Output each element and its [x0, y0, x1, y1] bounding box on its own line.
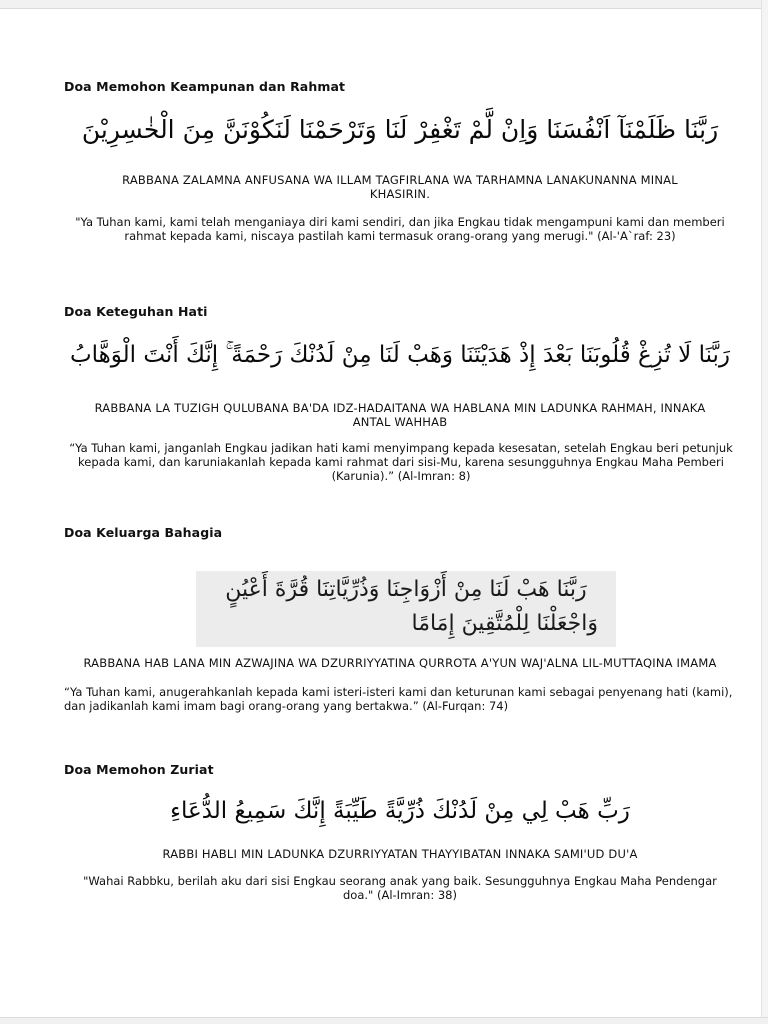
translation-text: “Ya Tuhan kami, anugerahkanlah kepada kami isteri-isteri kami dan keturunan kami sebagai penyenang hati (kami), dan jadikanlah kami imam bagi orang-orang yang bertakwa.” (Al-Furqan: 74)	[64, 685, 733, 713]
latin-transliteration: RABBANA ZALAMNA ANFUSANA WA ILLAM TAGFIRLANA WA TARHAMNA LANAKUNANNA MINAL KHASIRIN.	[122, 172, 678, 201]
arabic-verse-line: رَبَّنَا هَبْ لَنَا مِنْ أَزْوَاجِنَا وَذُرِّيَّاتِنَا قُرَّةَ أَعْيُنٍ	[225, 577, 587, 602]
section-heading: Doa Keteguhan Hati	[64, 304, 208, 319]
arabic-verse-image	[196, 571, 616, 647]
top-border	[0, 0, 768, 9]
arabic-verse: رَبَّنَا لَا تُزِغْ قُلُوبَنَا بَعْدَ إِذْ هَدَيْتَنَا وَهَبْ لَنَا مِنْ لَدُنْكَ رَحْمَةً ۚ إِنَّكَ أَنْتَ الْوَهَّابُ	[69, 342, 731, 368]
arabic-verse: رَبَّنَا ظَلَمْنَآ اَنْفُسَنَا وَاِنْ لَّمْ تَغْفِرْ لَنَا وَتَرْحَمْنَا لَنَكُوْنَنَّ مِنَ الْخٰسِرِيْنَ	[81, 115, 719, 144]
arabic-verse: رَبِّ هَبْ لِي مِنْ لَدُنْكَ ذُرِّيَّةً طَيِّبَةً إِنَّكَ سَمِيعُ الدُّعَاءِ	[170, 798, 630, 824]
latin-transliteration: RABBANA LA TUZIGH QULUBANA BA'DA IDZ-HADAITANA WA HABLANA MIN LADUNKA RAHMAH, INNAKA ANTAL WAHHAB	[94, 400, 706, 429]
section-doa-keluarga-bahagia	[64, 525, 736, 540]
section-heading: Doa Keluarga Bahagia	[64, 525, 223, 540]
section-doa-keampunan	[64, 79, 736, 243]
latin-transliteration: RABBI HABLI MIN LADUNKA DZURRIYYATAN THAYYIBATAN INNAKA SAMI'UD DU'A	[162, 846, 638, 861]
section-doa-keteguhan-hati	[64, 304, 736, 483]
translation-text: "Wahai Rabbku, berilah aku dari sisi Engkau seorang anak yang baik. Sesungguhnya Engkau Maha Pendengar doa." (Al-Imran: 38)	[83, 873, 717, 902]
translation-text: "Ya Tuhan kami, kami telah menganiaya diri kami sendiri, dan jika Engkau tidak mengampuni kami dan memberi rahmat kepada kami, niscaya pastilah kami termasuk orang-orang yang merugi." (Al-'A`raf: 23)	[75, 214, 725, 243]
section-doa-zuriat	[64, 762, 736, 902]
section-doa-keluarga-bahagia-text	[64, 656, 736, 713]
latin-transliteration: RABBANA HAB LANA MIN AZWAJINA WA DZURRIYYATINA QURROTA A'YUN WAJ'ALNA LIL-MUTTAQINA IMAMA	[83, 656, 717, 670]
arabic-verse-line: وَاجْعَلْنَا لِلْمُتَّقِينَ إِمَامًا	[411, 611, 598, 636]
section-heading: Doa Memohon Keampunan dan Rahmat	[64, 79, 346, 94]
right-border	[761, 0, 768, 1024]
section-heading: Doa Memohon Zuriat	[64, 762, 214, 777]
bottom-border	[0, 1017, 768, 1024]
translation-text: “Ya Tuhan kami, janganlah Engkau jadikan hati kami menyimpang kepada kesesatan, setelah Engkau beri petunjuk kepada kami, dan karuniakanlah kepada kami rahmat dari sisi-Mu, karena sesungguhnya Engkau Maha Pemberi (Karunia).” (Al-Imran: 8)	[69, 440, 733, 483]
